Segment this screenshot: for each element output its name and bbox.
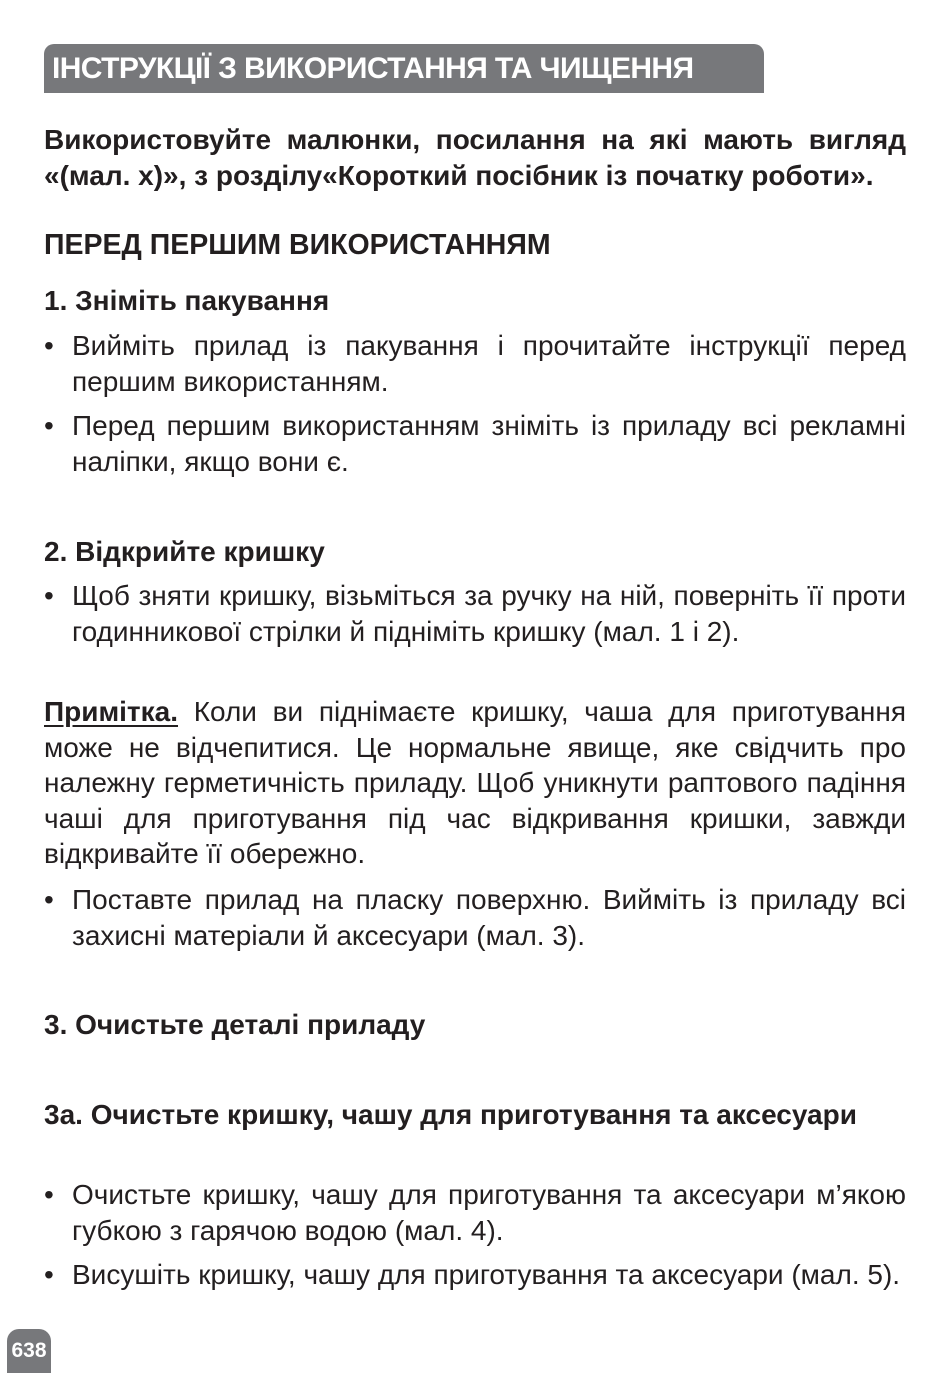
list-item xyxy=(44,882,906,953)
intro-paragraph: Використовуйте малюнки, посилання на які мають вигляд «(мал. x)», з розділу«Короткий посібник із початку роботи». xyxy=(44,124,906,191)
list-item xyxy=(44,408,906,479)
bullet-icon: • xyxy=(44,330,54,361)
list-item-text: Вийміть прилад із пакування і прочитайте інструкції перед першим використанням. xyxy=(72,330,906,397)
list-item xyxy=(44,578,906,649)
list-item-text: Поставте прилад на пласку поверхню. Вийміть із приладу всі захисні матеріали й аксесуари (мал. 3). xyxy=(72,884,906,951)
list-item xyxy=(44,328,906,399)
bullet-icon: • xyxy=(44,580,54,611)
list-item-text: Очистьте кришку, чашу для приготування та аксесуари м’якою губкою з гарячою водою (мал. 4). xyxy=(72,1179,906,1246)
note-label: Примітка. xyxy=(44,696,179,727)
list-item-text: Висушіть кришку, чашу для приготування та аксесуари (мал. 5). xyxy=(72,1259,901,1290)
section-title: ПЕРЕД ПЕРШИМ ВИКОРИСТАННЯМ xyxy=(44,229,551,261)
step2-title: 2. Відкрийте кришку xyxy=(44,536,325,567)
bullet-icon: • xyxy=(44,1259,54,1290)
bullet-icon: • xyxy=(44,1179,54,1210)
bullet-icon: • xyxy=(44,884,54,915)
note-paragraph xyxy=(44,694,906,872)
page-number: 638 xyxy=(7,1329,51,1373)
step1-title: 1. Зніміть пакування xyxy=(44,285,330,316)
list-item-text: Перед першим використанням зніміть із приладу всі рекламні наліпки, якщо вони є. xyxy=(72,410,906,477)
list-item xyxy=(44,1257,906,1293)
list-item xyxy=(44,1177,906,1248)
section-banner: ІНСТРУКЦІЇ З ВИКОРИСТАННЯ ТА ЧИЩЕННЯ xyxy=(44,44,764,93)
step3-title: 3. Очистьте деталі приладу xyxy=(44,1009,426,1040)
bullet-icon: • xyxy=(44,410,54,441)
list-item-text: Щоб зняти кришку, візьміться за ручку на ній, поверніть її проти годинникової стрілки й підніміть кришку (мал. 1 і 2). xyxy=(72,580,906,647)
note-text: Коли ви піднімаєте кришку, чаша для приготування може не відчепитися. Це нормальне явище, яке свідчить про належну герметичність приладу. Щоб уникнути раптового падіння чаші для приготування під час відкривання кришки, завжди відкривайте її обережно. xyxy=(44,696,906,869)
step3a-title: 3a. Очистьте кришку, чашу для приготування та аксесуари xyxy=(44,1099,857,1130)
